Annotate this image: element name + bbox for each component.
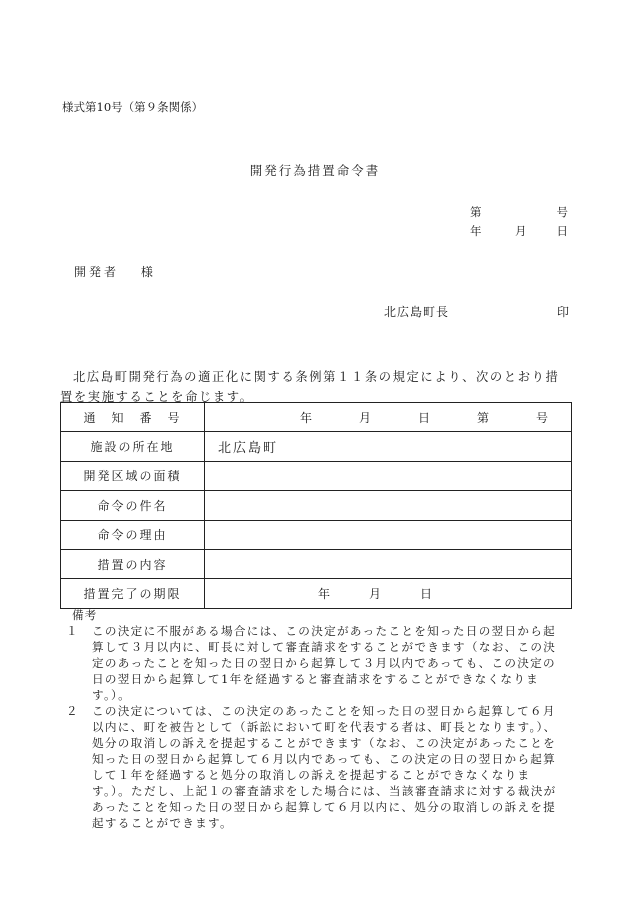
deadline-day: 日 — [419, 587, 434, 602]
location-cell: 北広島町 — [205, 432, 572, 461]
number-suffix: 号 — [556, 205, 568, 219]
addressee: 開発者 様 — [74, 265, 156, 279]
measures-cell — [205, 549, 572, 578]
issuer-mayor: 北広島町長 — [384, 305, 450, 319]
remark-number: １ — [66, 624, 78, 638]
table-row — [61, 549, 572, 578]
date-year: 年 — [470, 224, 482, 238]
table-row — [61, 520, 572, 549]
order-text-body: 北広島町開発行為の適正化に関する条例第１１条の規定により、次のとおり措置を実施することを命じます。 — [60, 370, 560, 404]
deadline-year: 年 — [318, 587, 333, 602]
remark-number: ２ — [66, 704, 78, 718]
document-title: 開発行為措置命令書 — [249, 163, 381, 178]
deadline-month: 月 — [368, 587, 383, 602]
order-text — [60, 367, 572, 407]
deadline-cell — [205, 579, 572, 608]
reason-cell — [205, 520, 572, 549]
remark-item — [62, 623, 582, 703]
seal-mark: 印 — [556, 305, 570, 319]
order-table — [60, 402, 572, 609]
table-row — [61, 432, 572, 461]
notice-number-cell — [205, 403, 572, 432]
row-label: 通 知 番 号 — [61, 403, 205, 432]
table-row — [61, 579, 572, 608]
table-row — [61, 403, 572, 432]
date-month: 月 — [515, 224, 527, 238]
notice-year: 年 — [300, 410, 315, 425]
area-cell — [205, 461, 572, 490]
remarks-heading: 備考 — [72, 608, 98, 622]
notice-go: 号 — [535, 410, 550, 425]
date-day: 日 — [556, 224, 568, 238]
remark-text: この決定に不服がある場合には、この決定があったことを知った日の翌日から起算して３月以内に、町長に対して審査請求をすることができます（なお、この決定のあったことを知った日の翌日から起算して３月以内であっても、この決定の日の翌日から起算して1年を経過すると審査請求をすることができなくなります。）。 — [92, 624, 557, 702]
remark-item — [62, 703, 582, 831]
notice-dai: 第 — [476, 410, 491, 425]
remarks — [62, 607, 582, 831]
remark-text: この決定については、この決定のあったことを知った日の翌日から起算して６月以内に、町を被告として（訴訟において町を代表する者は、町長となります。）、処分の取消しの訴えを提起することができます（なお、この決定があったことを知った日の翌日から起算して６月以内であっても、この決定の日の翌日から起算して１年を経過すると処分の取消しの訴えを提起することができなくなります。）。ただし、上記１の審査請求をした場合には、当該審査請求に対する裁決があったことを知った日の翌日から起算して６月以内に、処分の取消しの訴えを提起することができます。 — [92, 704, 557, 830]
row-label: 開発区域の面積 — [61, 461, 205, 490]
row-label: 措置の内容 — [61, 549, 205, 578]
number-prefix: 第 — [470, 205, 482, 219]
row-label: 命令の件名 — [61, 491, 205, 520]
form-number: 様式第10号（第９条関係） — [62, 100, 204, 114]
table-row — [61, 461, 572, 490]
notice-month: 月 — [358, 410, 373, 425]
subject-cell — [205, 491, 572, 520]
notice-day: 日 — [417, 410, 432, 425]
row-label: 命令の理由 — [61, 520, 205, 549]
row-label: 施設の所在地 — [61, 432, 205, 461]
table-row — [61, 491, 572, 520]
row-label: 措置完了の期限 — [61, 579, 205, 608]
